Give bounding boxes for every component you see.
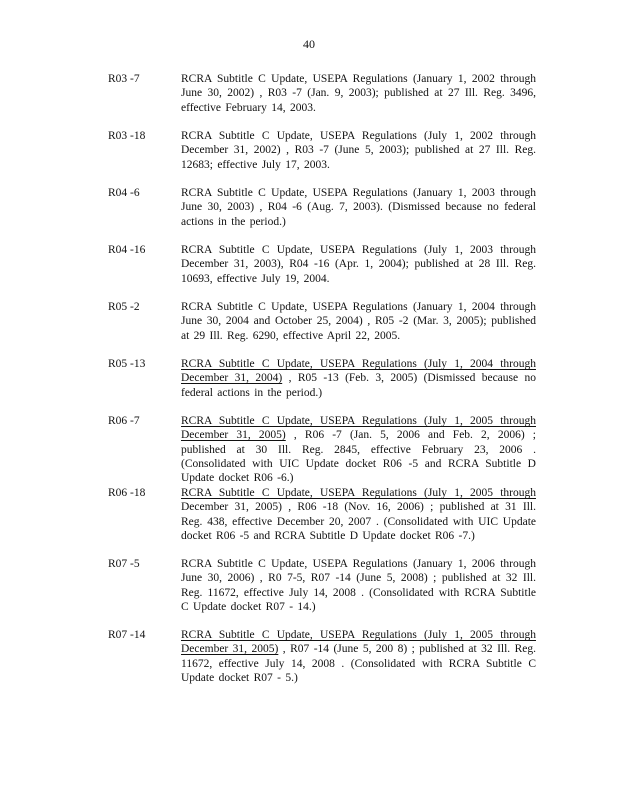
entry-description xyxy=(181,129,536,172)
entry-description xyxy=(181,557,536,614)
entry-description xyxy=(181,186,536,229)
docket-number: R06 -7 xyxy=(108,415,140,427)
entry-description xyxy=(181,628,536,685)
entry-description xyxy=(181,357,536,400)
entry-text: RCRA Subtitle C Update, USEPA Regulations (January 1, 2004 through June 30, 2004 and October 25, 2004) , R05 -2 (Mar. 3, 2005); published at 29 Ill. Reg. 6290, effective April 22, 2005. xyxy=(181,301,536,342)
docket-number: R04 -6 xyxy=(108,187,140,199)
entry-description xyxy=(181,300,536,343)
entry-description xyxy=(181,72,536,115)
underlined-title: RCRA Subtitle C Update, USEPA Regulations (July 1, 2005 through xyxy=(181,415,536,427)
entry-description xyxy=(181,414,536,485)
docket-number: R04 -16 xyxy=(108,244,146,256)
entry-text: RCRA Subtitle C Update, USEPA Regulations (January 1, 2002 through June 30, 2002) , R03 -7 (Jan. 9, 2003); published at 27 Ill. Reg. 3496, effective February 14, 2003. xyxy=(181,73,536,114)
entry-description xyxy=(181,486,536,543)
entry-text: , R05 -13 (Feb. 3, 2005) (Dismissed because no federal actions in the period.) xyxy=(181,372,536,399)
underlined-title: RCRA Subtitle C Update, USEPA Regulations (July 1, 2005 through xyxy=(181,629,536,641)
docket-number: R03 -7 xyxy=(108,73,140,85)
docket-number: R03 -18 xyxy=(108,130,146,142)
entry-text: RCRA Subtitle C Update, USEPA Regulations (July 1, 2002 through December 31, 2002) , R03 -7 (June 5, 2003); published at 27 Ill. Reg. 12683; effective July 17, 2003. xyxy=(181,130,536,171)
docket-number: R05 -2 xyxy=(108,301,140,313)
entry-text: , R06 -7 (Jan. 5, 2006 and Feb. 2, 2006) ; published at 30 Ill. Reg. 2845, effective February 23, 2006 . (Consolidated with UIC Update docket R06 -5 and RCRA Subtitle D Update docket R06 -6.) xyxy=(181,429,536,485)
underlined-title: RCRA Subtitle C Update, USEPA Regulations (July 1, 2004 through xyxy=(181,358,536,370)
entry-text: RCRA Subtitle C Update, USEPA Regulations (January 1, 2006 through June 30, 2006) , R0 7-5, R07 -14 (June 5, 2008) ; published at 32 Ill. Reg. 11672, effective July 14, 2008 . (Consolidated with RCRA Subtitle C Update docket R07 - 14.) xyxy=(181,558,536,613)
entry-text: , R07 -14 (June 5, 200 8) ; published at 32 Ill. Reg. 11672, effective July 14, 2008 . (Consolidated with RCRA Subtitle C Update docket R07 - 5.) xyxy=(181,643,537,684)
docket-number: R05 -13 xyxy=(108,358,146,370)
entry-description xyxy=(181,243,536,286)
underlined-title-cont: December 31, 2005) xyxy=(181,643,279,656)
entry-text: December 31, 2005) , R06 -18 (Nov. 16, 2006) ; published at 31 Ill. Reg. 438, effective December 20, 2007 . (Consolidated with UIC Update docket R06 -5 and RCRA Subtitle D Update docket R06 -7.) xyxy=(181,501,536,542)
underlined-title: RCRA Subtitle C Update, USEPA Regulations (July 1, 2005 through xyxy=(181,487,536,499)
entry-text: RCRA Subtitle C Update, USEPA Regulations (July 1, 2003 through December 31, 2003), R04 -16 (Apr. 1, 2004); published at 28 Ill. Reg. 10693, effective July 19, 2004. xyxy=(181,244,536,285)
page-number: 40 xyxy=(303,37,315,51)
docket-number: R07 -14 xyxy=(108,629,146,641)
docket-number: R07 -5 xyxy=(108,558,140,570)
underlined-title-cont: December 31, 2005) xyxy=(181,429,286,442)
docket-number: R06 -18 xyxy=(108,487,146,499)
entry-text: RCRA Subtitle C Update, USEPA Regulations (January 1, 2003 through June 30, 2003) , R04 -6 (Aug. 7, 2003). (Dismissed because no federal actions in the period.) xyxy=(181,187,536,228)
underlined-title-cont: December 31, 2004) xyxy=(181,372,283,385)
